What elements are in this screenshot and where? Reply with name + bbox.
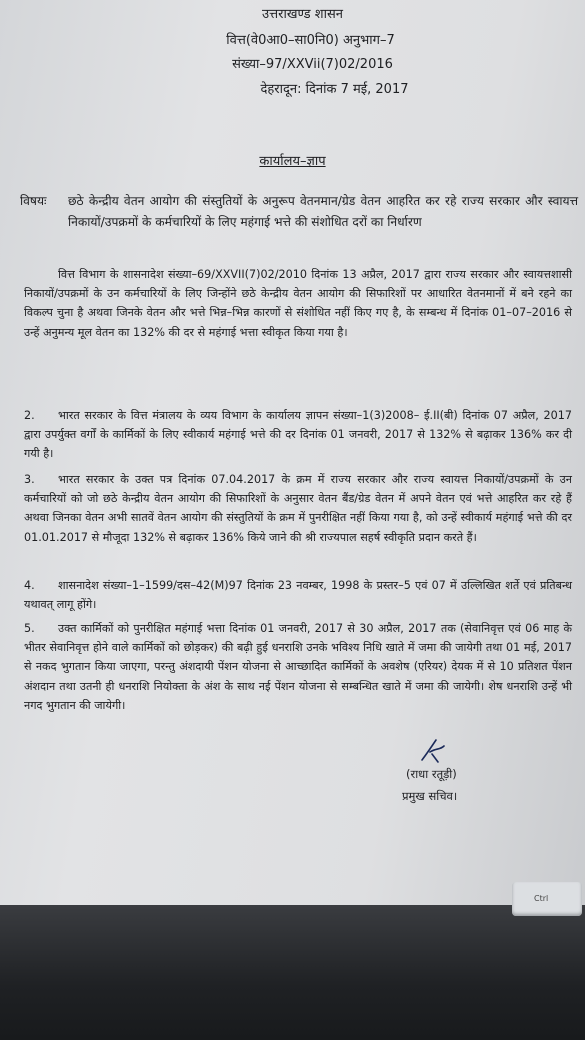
paragraph-5-number: 5. bbox=[24, 622, 35, 635]
subject-text: छठे केन्द्रीय वेतन आयोग की संस्तुतियों के अनुरूप वेतनमान/ग्रेड वेतन आहरित कर रहे राज्य सरकार और स्वायत्त निकायों/उपक्रमों के कर्मचारियों के लिए महंगाई भत्ते की संशोधित दरों का निर्धारण bbox=[68, 194, 578, 229]
paragraph-1 bbox=[24, 265, 572, 342]
paragraph-4 bbox=[24, 576, 572, 614]
paragraph-3 bbox=[24, 470, 572, 547]
paragraph-4-number: 4. bbox=[24, 579, 35, 592]
paragraph-4-text: शासनादेश संख्या–1–1599/दस–42(M)97 दिनांक 23 नवम्बर, 1998 के प्रस्तर–5 एवं 07 में उल्लिखित शर्ते एवं प्रतिबन्ध यथावत् लागू होंगे। bbox=[24, 579, 572, 612]
signatory-title: प्रमुख सचिव। bbox=[402, 789, 458, 803]
handwritten-signature bbox=[418, 738, 448, 764]
paragraph-3-text: भारत सरकार के उक्त पत्र दिनांक 07.04.2017 के क्रम में राज्य सरकार और राज्य स्वायत्त निकायों/उपक्रमों के उन कर्मचारियों को जो छठे केन्द्रीय वेतन आयोग की सिफारिशों के अनुसार वेतन बैंड/ग्रेड वेतन में अपने वेतन एवं भत्ते आहरित कर रहे हैं अथवा जिनका वेतन अभी सातवें वेतन आयोग की संस्तुतियों के क्रम में पुनरीक्षित नहीं किया गया है, को उन्हें स्वीकार्य महंगाई भत्ते की दर 01.01.2017 से मौजूदा 132% से बढ़ाकर 136% किये जाने की श्री राज्यपाल सहर्ष स्वीकृति प्रदान करते हैं। bbox=[24, 473, 572, 544]
office-memo-title bbox=[0, 151, 585, 169]
ctrl-key bbox=[512, 882, 582, 916]
paragraph-3-number: 3. bbox=[24, 473, 35, 486]
laptop-keyboard-area bbox=[0, 905, 585, 1040]
ctrl-key-label: Ctrl bbox=[534, 894, 549, 903]
paragraph-2 bbox=[24, 406, 572, 464]
header-government: उत्तराखण्ड शासन bbox=[262, 7, 343, 22]
subject-label: विषयः bbox=[20, 194, 47, 208]
paragraph-2-number: 2. bbox=[24, 409, 35, 422]
paragraph-2-text: भारत सरकार के वित्त मंत्रालय के व्यय विभाग के कार्यालय ज्ञापन संख्या–1(3)2008– ई.II(बी) दिनांक 07 अप्रैल, 2017 द्वारा उपर्युक्त वर्गों के कार्मिकों के लिए स्वीकार्य महंगाई भत्ते की दर दिनांक 01 जनवरी, 2017 से 132% से बढ़ाकर 136% कर दी गयी है। bbox=[24, 409, 572, 461]
paragraph-5 bbox=[24, 619, 572, 715]
signatory-name: (राधा रतूड़ी) bbox=[406, 767, 457, 781]
office-memo-label: कार्यालय–ज्ञाप bbox=[259, 154, 326, 169]
header-date: देहरादून: दिनांक 7 मई, 2017 bbox=[260, 82, 409, 97]
paragraph-1-text: वित्त विभाग के शासनादेश संख्या–69/XXVII(7)02/2010 दिनांक 13 अप्रैल, 2017 द्वारा राज्य सरकार और स्वायत्तशासी निकायों/उपक्रमों के उन कर्मचारियों के लिए जिन्होंने छठे केन्द्रीय वेतन आयोग की सिफारिशों पर आधारित वेतनमानों में बने रहने का विकल्प चुना है अथवा जिनके वेतन और भत्ते भिन्न–भिन्न कारणों से संशोधित नहीं किए गए है, के सम्बन्ध में दिनांक 01–07–2016 से उन्हें अनुमन्य मूल वेतन का 132% की दर से महंगाई भत्ता स्वीकृत किया गया है। bbox=[24, 268, 572, 339]
paragraph-5-text: उक्त कार्मिकों को पुनरीक्षित महंगाई भत्ता दिनांक 01 जनवरी, 2017 से 30 अप्रैल, 2017 तक (सेवानिवृत्त एवं 06 माह के भीतर सेवानिवृत्त होने वाले कार्मिकों को छोड़कर) की बढ़ी हुई धनराशि उनके भविश्य निधि खाते में जमा की जायेगी तथा 01 मई, 2017 से नकद भुगतान किया जाएगा, परन्तु अंशदायी पेंशन योजना से आच्छादित कार्मिकों के अवशेष (एरियर) देयक में से 10 प्रतिशत पेंशन अंशदान तथा उतनी ही धनराशि नियोक्ता के अंश के साथ नई पेंशन योजना से सम्बन्धित खाते में जमा की जायेगी। शेष धनराशि उन्हें भी नगद भुगतान की जायेगी। bbox=[24, 622, 572, 712]
header-reference-number: संख्या–97/XXVii(7)02/2016 bbox=[232, 57, 393, 72]
header-department: वित्त(वे0आ0–सा0नि0) अनुभाग–7 bbox=[226, 33, 395, 48]
